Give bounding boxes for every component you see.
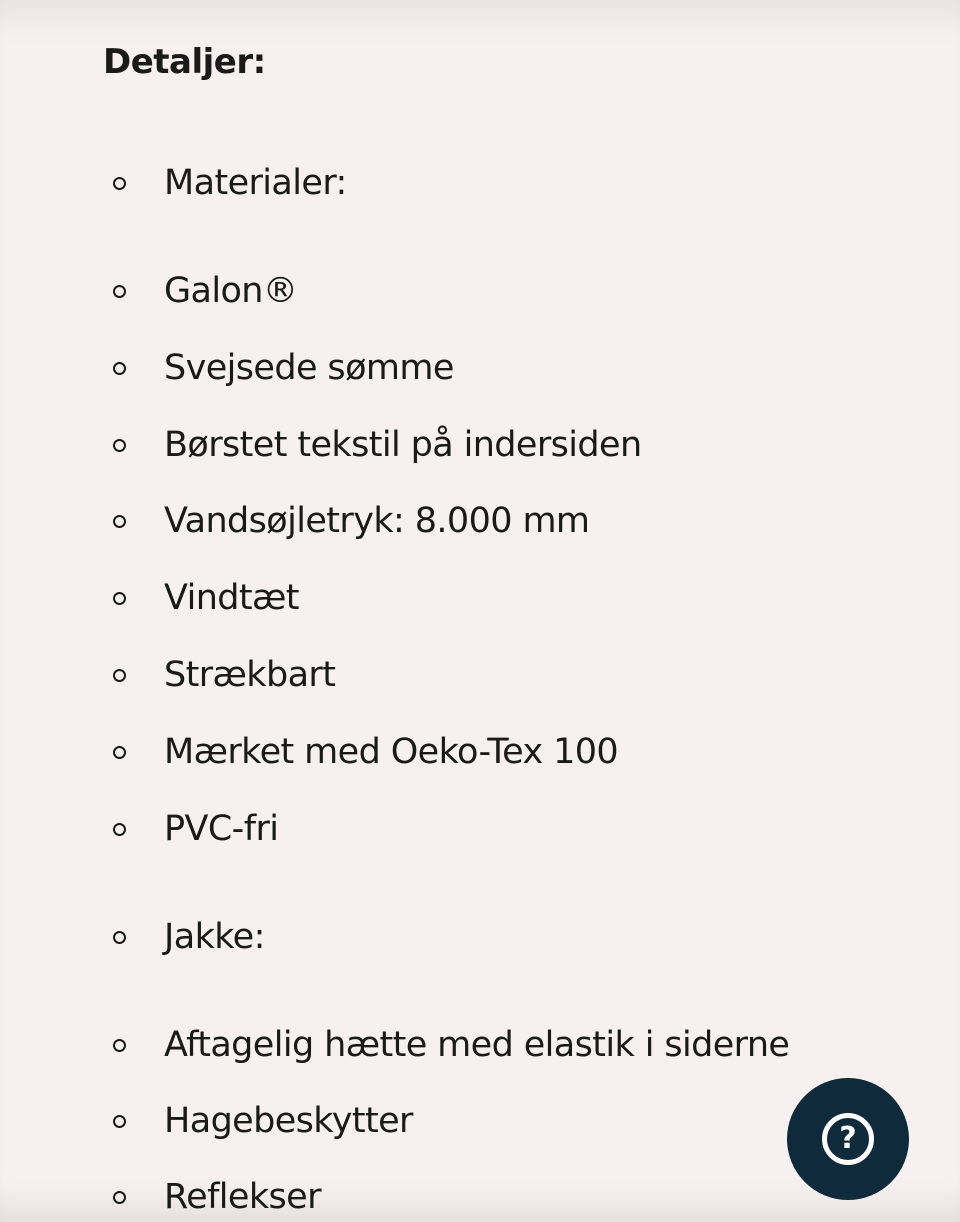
list-item <box>113 573 299 623</box>
bullet-icon <box>113 177 126 190</box>
list-item-label: Aftagelig hætte med elastik i siderne <box>164 1025 790 1065</box>
bullet-icon <box>113 823 126 836</box>
list-item <box>113 1172 321 1222</box>
list-item-label: Materialer: <box>164 163 347 203</box>
bullet-icon <box>113 1191 126 1204</box>
list-item <box>113 727 618 777</box>
list-item-label: Vandsøjletryk: 8.000 mm <box>164 501 590 541</box>
list-item-label: Strækbart <box>164 655 336 695</box>
bullet-icon <box>113 1115 126 1128</box>
details-heading: Detaljer: <box>103 42 266 82</box>
bullet-icon <box>113 285 126 298</box>
list-item-label: Hagebeskytter <box>164 1101 413 1141</box>
list-item <box>113 912 265 962</box>
list-item <box>113 1020 789 1070</box>
list-item <box>113 804 278 854</box>
list-item-label: Jakke: <box>164 917 265 957</box>
list-item-label: Børstet tekstil på indersiden <box>164 425 642 465</box>
bullet-icon <box>113 439 126 452</box>
bullet-icon <box>113 515 126 528</box>
list-item <box>113 343 454 393</box>
list-item-label: Vindtæt <box>164 578 299 618</box>
list-item <box>113 650 335 700</box>
bullet-icon <box>113 669 126 682</box>
help-button[interactable] <box>787 1078 909 1200</box>
list-item-label: Galon® <box>164 271 298 311</box>
bullet-icon <box>113 592 126 605</box>
list-item-label: Mærket med Oeko-Tex 100 <box>164 732 619 772</box>
list-item-label: Reflekser <box>164 1177 321 1217</box>
list-item <box>113 266 297 316</box>
bullet-icon <box>113 746 126 759</box>
question-circle-icon: ? <box>822 1113 874 1165</box>
list-item <box>113 1096 413 1146</box>
list-item <box>113 158 347 208</box>
list-item-label: Svejsede sømme <box>164 348 454 388</box>
bullet-icon <box>113 931 126 944</box>
list-item <box>113 496 589 546</box>
bullet-icon <box>113 362 126 375</box>
list-item <box>113 420 642 470</box>
bullet-icon <box>113 1039 126 1052</box>
list-item-label: PVC-fri <box>164 809 279 849</box>
